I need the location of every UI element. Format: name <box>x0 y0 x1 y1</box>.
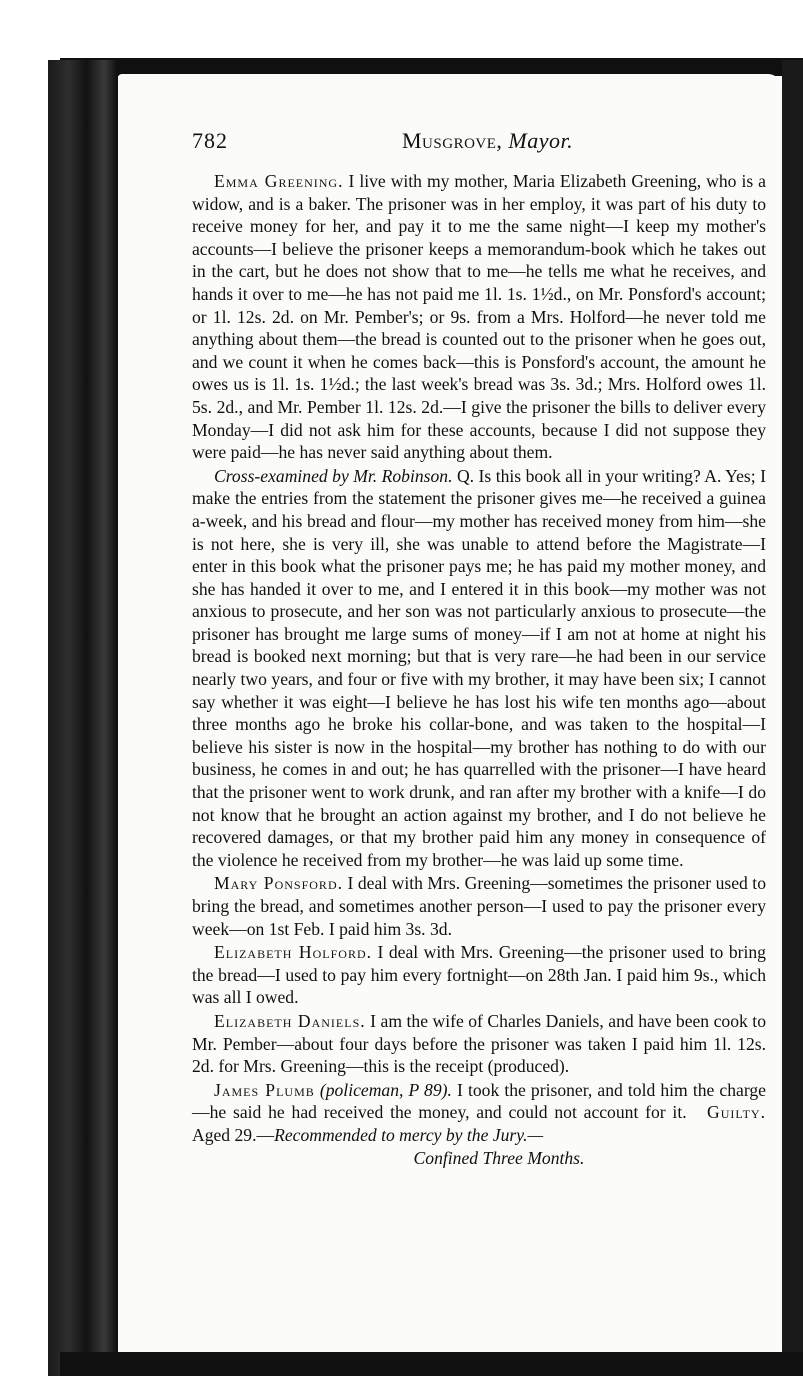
book-spine <box>48 60 118 1376</box>
testimony-text: I took the prisoner, and told him the charge—he said he had received the money, and could not account for it. <box>192 1079 766 1123</box>
book-bottom-edge <box>60 1352 803 1376</box>
running-title <box>402 128 573 154</box>
testimony-text: Q. Is this book all in your writing? A. Yes; I make the entries from the statement the prisoner gives me—he received a guinea a-week, and his bread and flour—my mother has received money from him—she is not here, she is very ill, she was unable to attend before the Magistrate—I enter in this book what the prisoner pays me; he has paid my mother money, and she has handed it over to me, and I entered it in this book—my mother was not anxious to prosecute, and her son was not particularly anxious to prosecute—the prisoner has brought me large sums of money—if I am not at home at night his bread is booked next morning; but that is very rare—he had been in our service nearly two years, and four or five with my brother, it may have been six; I cannot say whether it was eight—I believe he has lost his wife ten months ago—about three months ago he broke his collar-bone, and was taken to the hospital—I believe his sister is now in the hospital—my brother has nothing to do with our business, he comes in and out; he has quarrelled with the prisoner—I have heard that the prisoner went to work drunk, and ran after my brother with a knife—I do not know that he brought an action against my brother, and I do not believe he recovered damages, or that my brother paid him any money in consequence of the violence he received from my brother—he was laid up some time. <box>192 465 766 870</box>
cross-examination-heading: Cross-examined by Mr. Robinson. <box>214 465 453 486</box>
testimony-paragraph <box>192 941 766 1009</box>
running-title-role: Mayor. <box>508 128 574 153</box>
defendant-age: Aged 29.— <box>192 1124 275 1145</box>
witness-name: Elizabeth Daniels. <box>214 1010 366 1031</box>
testimony-paragraph <box>192 1079 766 1147</box>
page-number: 782 <box>192 128 228 153</box>
running-title-name: Musgrove, <box>402 128 503 153</box>
testimony-text: I deal with Mrs. Greening—the prisoner used to bring the bread—I used to pay him every fortnight—on 28th Jan. I paid him 9s., which was all I owed. <box>192 942 766 1008</box>
testimony-paragraph <box>192 170 766 464</box>
mercy-recommendation: Recommended to mercy by the Jury.— <box>274 1124 544 1145</box>
book-right-edge <box>782 60 803 1376</box>
sentence: Confined Three Months. <box>413 1147 585 1168</box>
witness-name: James Plumb <box>214 1079 315 1100</box>
testimony-text: I live with my mother, Maria Elizabeth Greening, who is a widow, and is a baker. The prisoner was in her employ, it was part of his duty to receive money for her, and pay it to me the same night—I keep my mother's accounts—I believe the prisoner keeps a memorandum-book which he takes out in the cart, but he does not show that to me—he tells me what he receives, and hands it over to me—he has not paid me 1l. 1s. 1½d., on Mr. Ponsford's account; or 1l. 12s. 2d. on Mr. Pember's; or 9s. from a Mrs. Holford—he never told me anything about them—the bread is counted out to the prisoner when he goes out, and we count it when he comes back—this is Ponsford's account, the amount he owes us is 1l. 1s. 1½d.; the last week's bread was 3s. 3d.; Mrs. Holford owes 1l. 5s. 2d., and Mr. Pember 1l. 12s. 2d.—I give the prisoner the bills to deliver every Monday—I did not ask him for these accounts, because I did not suppose they were paid—he has never said anything about them. <box>192 171 766 463</box>
page-header <box>192 128 772 158</box>
testimony-paragraph <box>192 465 766 872</box>
document-body <box>192 170 766 1169</box>
testimony-text: I deal with Mrs. Greening—sometimes the prisoner used to bring the bread, and sometimes another person—I used to pay the prisoner every week—on 1st Feb. I paid him 3s. 3d. <box>192 873 766 939</box>
testimony-text: I am the wife of Charles Daniels, and have been cook to Mr. Pember—about four days before the prisoner was taken I paid him 1l. 12s. 2d. for Mrs. Greening—this is the receipt (produced). <box>192 1010 766 1077</box>
witness-note: (policeman, P 89). <box>319 1079 452 1100</box>
verdict-finding: Guilty. <box>707 1102 766 1123</box>
witness-name: Mary Ponsford. <box>214 873 344 894</box>
testimony-paragraph <box>192 872 766 940</box>
witness-name: Elizabeth Holford. <box>214 942 373 963</box>
testimony-paragraph <box>192 1010 766 1078</box>
witness-name: Emma Greening. <box>214 171 344 191</box>
